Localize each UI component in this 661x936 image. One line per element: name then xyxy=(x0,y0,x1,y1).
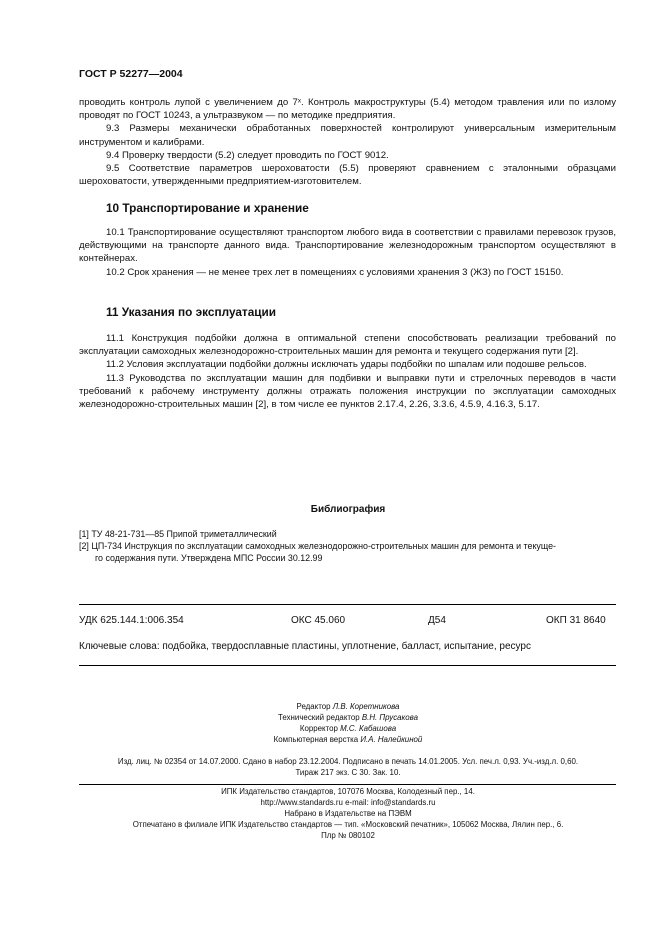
publisher-info xyxy=(0,787,661,842)
keywords-line: Ключевые слова: подбойка, твердосплавные пластины, уплотнение, балласт, испытание, ресурс xyxy=(79,641,531,652)
print-details-line-1: Изд. лиц. № 02354 от 14.07.2000. Сдано в набор 23.12.2004. Подписано в печать 14.01.2005. Усл. печ.л. 0,93. Уч.-изд.л. 0,60. xyxy=(117,757,579,766)
okp-code: ОКП 31 8640 xyxy=(546,615,606,626)
editor-credit: Редактор Л.В. Коретникова xyxy=(296,702,400,711)
bibliography-entry-1: [1] ТУ 48-21-731—85 Припой триметаллический xyxy=(79,529,277,539)
section9-continuation xyxy=(79,96,616,188)
paragraph-9-4: 9.4 Проверку твердости (5.2) следует проводить по ГОСТ 9012. xyxy=(106,149,389,161)
oks-code: ОКС 45.060 xyxy=(291,615,346,626)
section-10-heading: 10 Транспортирование и хранение xyxy=(106,201,309,215)
paragraph-10-1: 10.1 Транспортирование осуществляют транспортом любого вида в соответствии с правилами перевозок грузов, действующими на транспорте данного вида. Транспортирование железнодорожным транспортом осуществляют в контейнерах. xyxy=(79,227,616,265)
bibliography-entry-2-continuation: го содержания пути. Утверждена МПС России 30.12.99 xyxy=(95,553,323,564)
layout-credit: Компьютерная верстка И.А. Налейкиной xyxy=(273,734,423,744)
paragraph-11-2: 11.2 Условия эксплуатации подбойки должны исключать удары подбойки по шпалам или подошве рельсов. xyxy=(106,359,587,371)
corrector-credit: Корректор М.С. Кабашова xyxy=(299,723,397,733)
bibliography-list xyxy=(79,528,616,565)
middle-divider xyxy=(79,665,616,666)
d-code: Д54 xyxy=(428,615,446,626)
bottom-divider xyxy=(79,784,616,785)
paragraph-9-3: 9.3 Размеры механически обработанных поверхностей контролируют универсальным измерительным инструментом и калибрами. xyxy=(79,123,616,148)
print-details-line-2: Тираж 217 экз. С 30. Зак. 10. xyxy=(295,767,401,777)
section10-body xyxy=(79,226,616,279)
bibliography-heading: Библиография xyxy=(310,504,386,515)
paragraph-11-3: 11.3 Руководства по эксплуатации машин для подбивки и выправки пути и стрелочных переводов в части требований к рабочему инструменту должны отражать положения инструкции по эксплуатации самоходных железнодорожно-строительных машин [2], в том числе ее пунктов 2.17.4, 2.26, 3.3.6, 4.5.9, 4.16.3, 5.17. xyxy=(79,372,616,411)
publisher-contacts: http://www.standards.ru e-mail: info@standards.ru xyxy=(260,797,436,807)
printing-house: Отпечатано в филиале ИПК Издательство стандартов — тип. «Московский печатник», 105062 Москва, Лялин пер., 6. xyxy=(132,819,564,829)
typesetting-note: Набрано в Издательстве на ПЭВМ xyxy=(284,808,412,818)
bibliography-entry-2: [2] ЦП-734 Инструкция по эксплуатации самоходных железнодорожно-строительных машин для ремонта и текуще- xyxy=(79,541,556,552)
section-11-heading: 11 Указания по эксплуатации xyxy=(106,305,277,319)
print-details xyxy=(0,757,661,779)
editorial-credits xyxy=(0,702,661,746)
paragraph-9-5: 9.5 Соответствие параметров шероховатости (5.5) проверяют сравнением с эталонными образцами шероховатости, утвержденными предприятием-изготовителем. xyxy=(79,163,616,188)
paragraph-10-2: 10.2 Срок хранения — не менее трех лет в помещениях с условиями хранения 3 (ЖЗ) по ГОСТ 15150. xyxy=(106,266,564,278)
top-divider xyxy=(79,604,616,605)
publisher-address: ИПК Издательство стандартов, 107076 Москва, Колодезный пер., 14. xyxy=(221,787,475,796)
tech-editor-credit: Технический редактор В.Н. Прусакова xyxy=(278,712,418,722)
document-code-header: ГОСТ Р 52277—2004 xyxy=(79,68,183,80)
udk-code: УДК 625.144.1:006.354 xyxy=(79,615,184,626)
license-number: Плр № 080102 xyxy=(321,830,375,840)
section11-body xyxy=(79,332,616,411)
paragraph-11-1: 11.1 Конструкция подбойки должна в оптимальной степени способствовать реализации требований по эксплуатации самоходных железнодорожно-строительных машин для ремонта и текущего содержания пути [2]. xyxy=(79,333,616,358)
paragraph: проводить контроль лупой с увеличением до 7ˣ. Контроль макроструктуры (5.4) методом травления или по излому проводят по ГОСТ 10243, а ультразвуком — по методике предприятия. xyxy=(79,97,616,122)
